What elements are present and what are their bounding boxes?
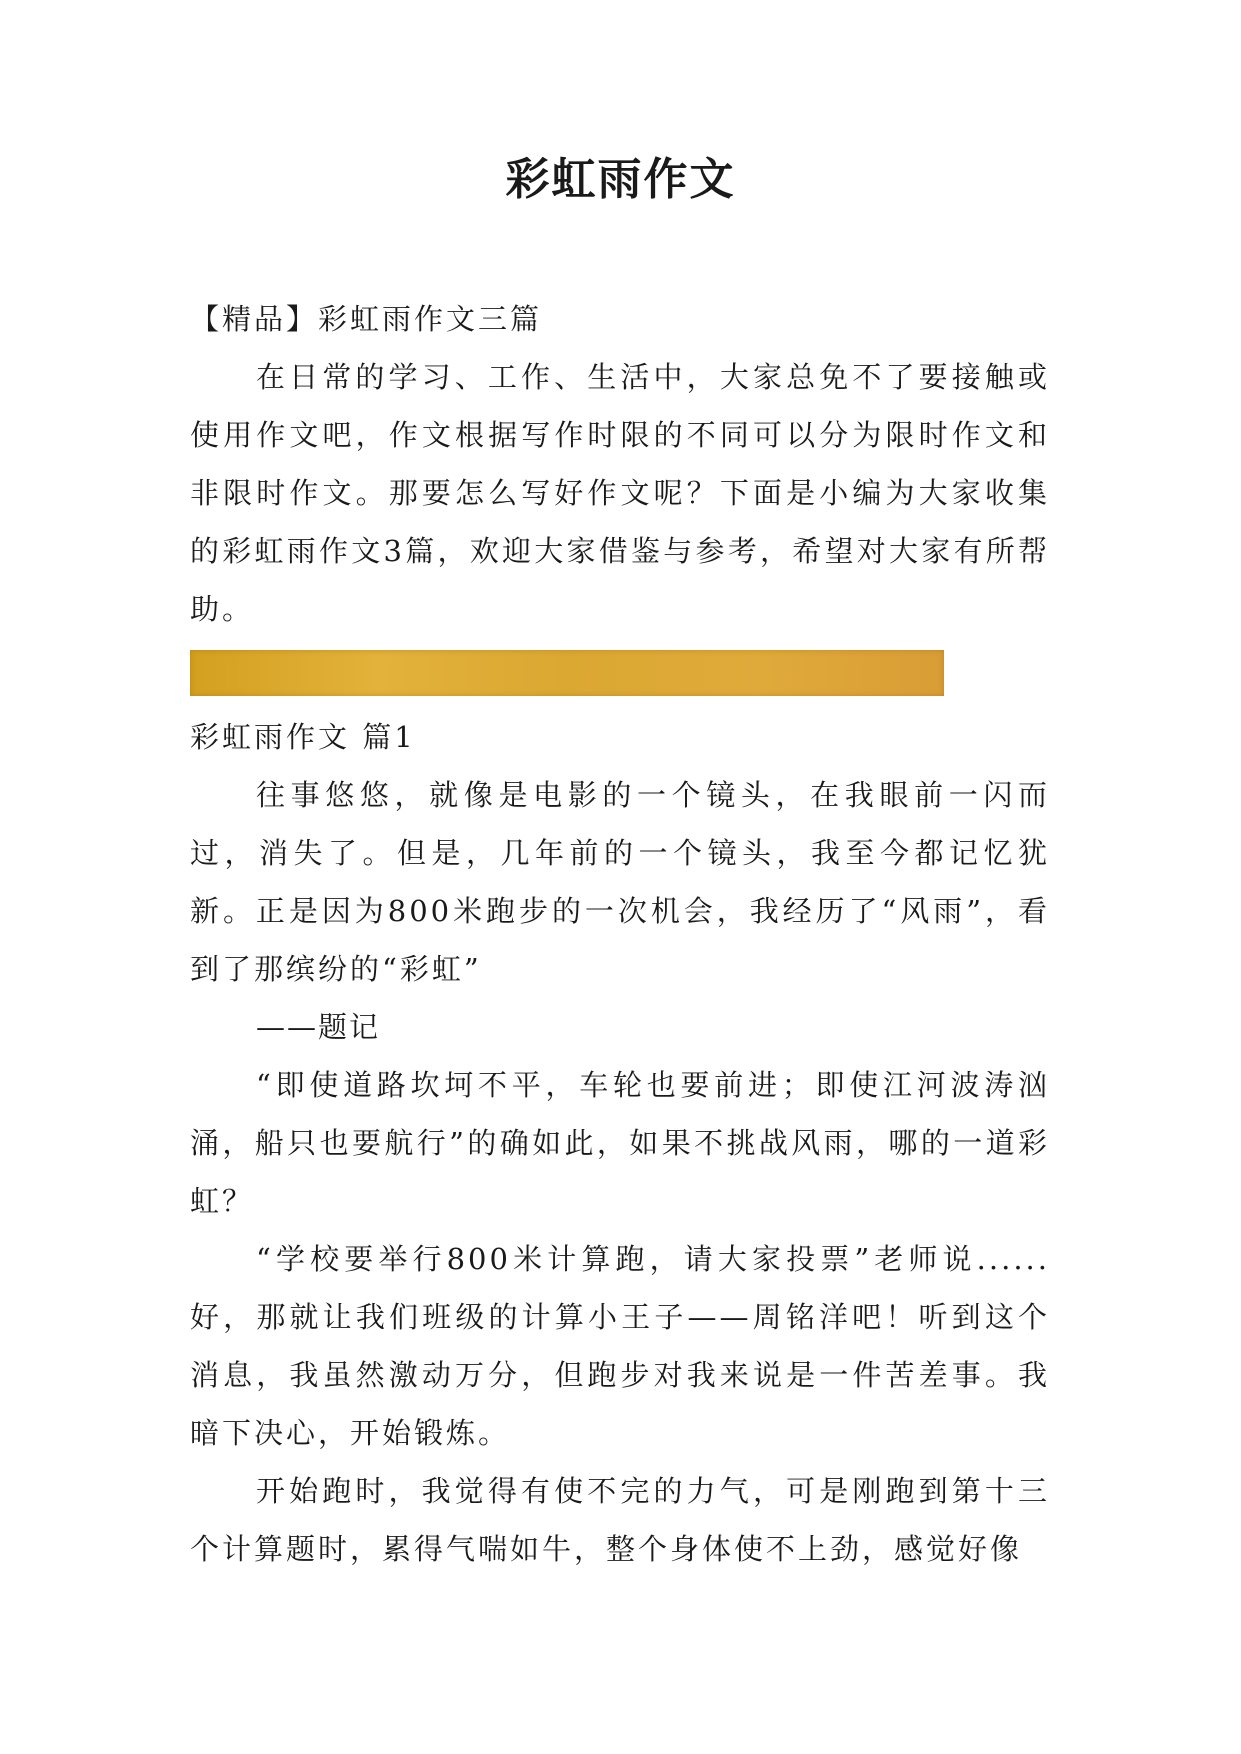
decorative-banner bbox=[190, 650, 944, 696]
body-paragraph: “学校要举行800米计算跑，请大家投票”老师说......好，那就让我们班级的计算小王子——周铭洋吧！听到这个消息，我虽然激动万分，但跑步对我来说是一件苦差事。我暗下决心，开始锻炼。 bbox=[190, 1242, 1050, 1450]
document-title: 彩虹雨作文 bbox=[505, 154, 736, 205]
document-subtitle: 【精品】彩虹雨作文三篇 bbox=[190, 302, 543, 336]
body-paragraph: “即使道路坎坷不平，车轮也要前进；即使江河波涛汹涌，船只也要航行”的确如此，如果不挑战风雨，哪的一道彩虹？ bbox=[190, 1068, 1050, 1218]
document-body bbox=[190, 290, 1050, 1578]
section-heading: 彩虹雨作文 篇1 bbox=[190, 720, 416, 754]
epigraph-signature: ——题记 bbox=[256, 1010, 381, 1044]
body-paragraph: 开始跑时，我觉得有使不完的力气，可是刚跑到第十三个计算题时，累得气喘如牛，整个身体使不上劲，感觉好像 bbox=[190, 1474, 1050, 1566]
intro-paragraph: 在日常的学习、工作、生活中，大家总免不了要接触或使用作文吧，作文根据写作时限的不同可以分为限时作文和非限时作文。那要怎么写好作文呢？下面是小编为大家收集的彩虹雨作文3篇，欢迎大家借鉴与参考，希望对大家有所帮助。 bbox=[190, 360, 1050, 626]
body-paragraph: 往事悠悠，就像是电影的一个镜头，在我眼前一闪而过，消失了。但是，几年前的一个镜头，我至今都记忆犹新。正是因为800米跑步的一次机会，我经历了“风雨”，看到了那缤纷的“彩虹” bbox=[190, 778, 1050, 986]
